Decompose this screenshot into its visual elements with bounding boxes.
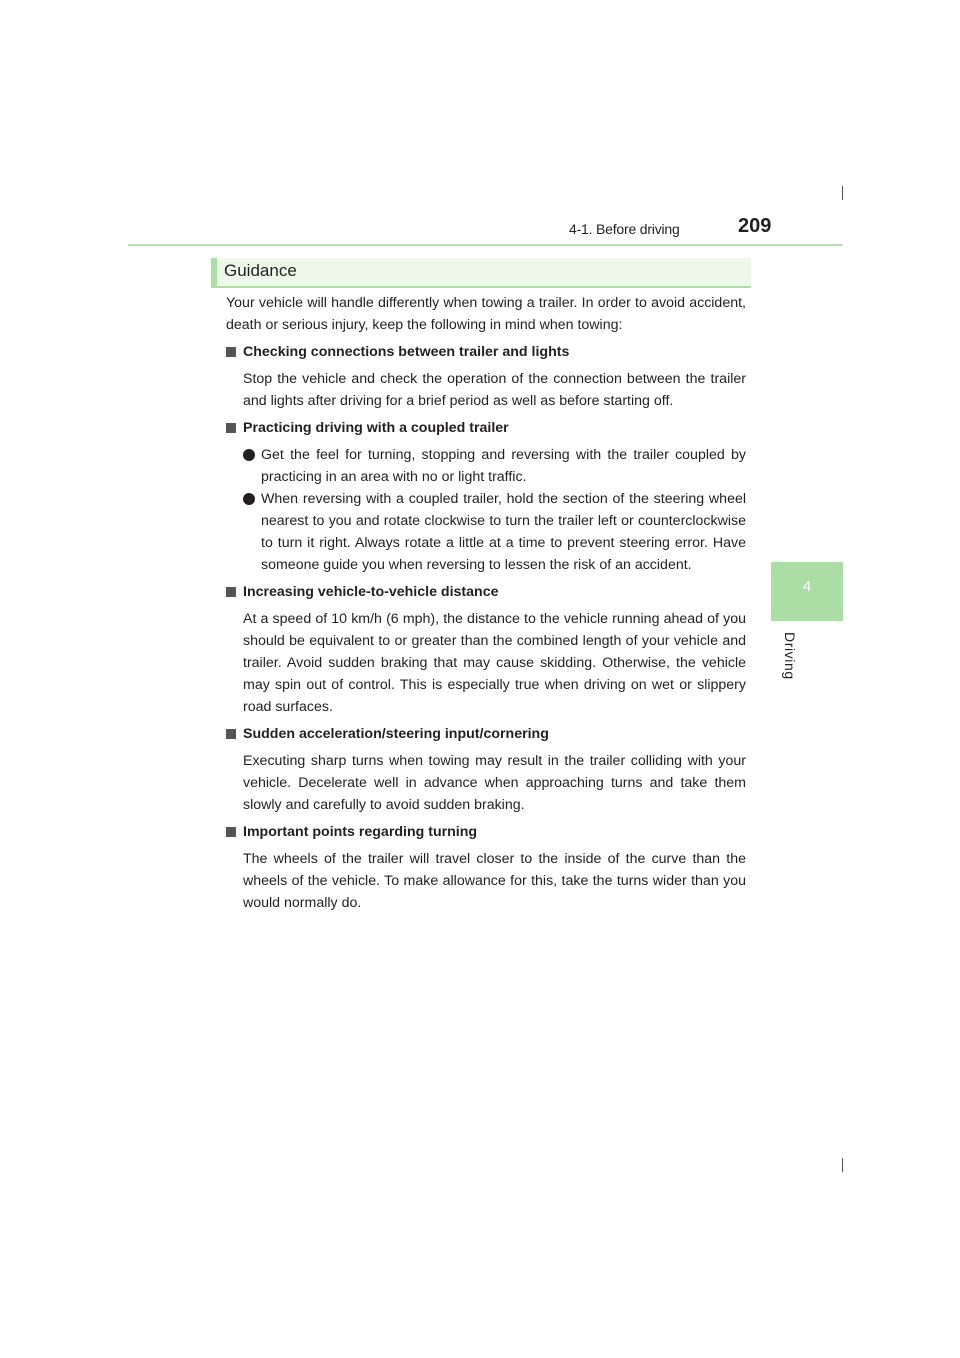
square-bullet-icon <box>226 587 236 597</box>
round-bullet-icon <box>243 449 255 461</box>
header-rule <box>128 244 843 246</box>
item-heading-text: Increasing vehicle-to-vehicle distance <box>243 584 499 600</box>
crop-mark-bottom <box>842 1158 843 1172</box>
item-heading-text: Checking connections between trailer and lights <box>243 344 570 360</box>
chapter-number: 4 <box>802 578 812 595</box>
chapter-tab <box>771 562 843 621</box>
item-heading <box>226 821 746 843</box>
crop-mark-top <box>842 186 843 200</box>
item-heading-text: Important points regarding turning <box>243 824 478 840</box>
item-sudden-acceleration <box>226 723 746 816</box>
bullet-text: Get the feel for turning, stopping and reversing with the trailer coupled by practicing in an area with no or light traffic. <box>261 447 746 485</box>
guidance-heading-bar <box>211 258 751 288</box>
guidance-title: Guidance <box>224 261 297 280</box>
page-number: 209 <box>738 215 772 237</box>
guidance-intro: Your vehicle will handle differently when towing a trailer. In order to avoid accident, death or serious injury, keep the following in mind when towing: <box>226 295 746 333</box>
item-heading-text: Sudden acceleration/steering input/cornering <box>243 726 549 742</box>
item-heading-text: Practicing driving with a coupled trailer <box>243 420 509 436</box>
item-body: Executing sharp turns when towing may result in the trailer colliding with your vehicle. Decelerate well in advance when approaching turns and take them slowly and carefully to avoid sudden braking. <box>243 753 746 813</box>
item-turning <box>226 821 746 914</box>
bullet-text: When reversing with a coupled trailer, hold the section of the steering wheel nearest to you and rotate clockwise to turn the trailer left or counterclockwise to turn it right. Always rotate a little at a time to prevent steering error. Have someone guide you when reversing to lessen the risk of an accident. <box>261 491 746 573</box>
item-heading <box>226 417 746 439</box>
square-bullet-icon <box>226 827 236 837</box>
item-heading <box>226 723 746 745</box>
round-bullet-icon <box>243 493 255 505</box>
item-body: Stop the vehicle and check the operation of the connection between the trailer and lights after driving for a brief period as well as before starting off. <box>243 371 746 409</box>
item-practicing-driving <box>226 417 746 576</box>
bullet-item <box>226 444 746 488</box>
item-body: At a speed of 10 km/h (6 mph), the distance to the vehicle running ahead of you should be equivalent to or greater than the combined length of your vehicle and trailer. Avoid sudden braking that may cause skidding. Otherwise, the vehicle may spin out of control. This is especially true when driving on wet or slippery road surfaces. <box>243 611 746 715</box>
item-trailer-lights <box>226 341 746 412</box>
square-bullet-icon <box>226 729 236 739</box>
chapter-title: Driving <box>782 632 798 680</box>
item-body: The wheels of the trailer will travel closer to the inside of the curve than the wheels of the vehicle. To make allowance for this, take the turns wider than you would normally do. <box>243 851 746 911</box>
square-bullet-icon <box>226 423 236 433</box>
section-label: 4-1. Before driving <box>569 221 680 237</box>
guidance-content <box>226 292 746 914</box>
square-bullet-icon <box>226 347 236 357</box>
item-heading <box>226 341 746 363</box>
item-heading <box>226 581 746 603</box>
bullet-item <box>226 488 746 576</box>
guidance-accent <box>211 258 217 286</box>
item-vehicle-distance <box>226 581 746 718</box>
